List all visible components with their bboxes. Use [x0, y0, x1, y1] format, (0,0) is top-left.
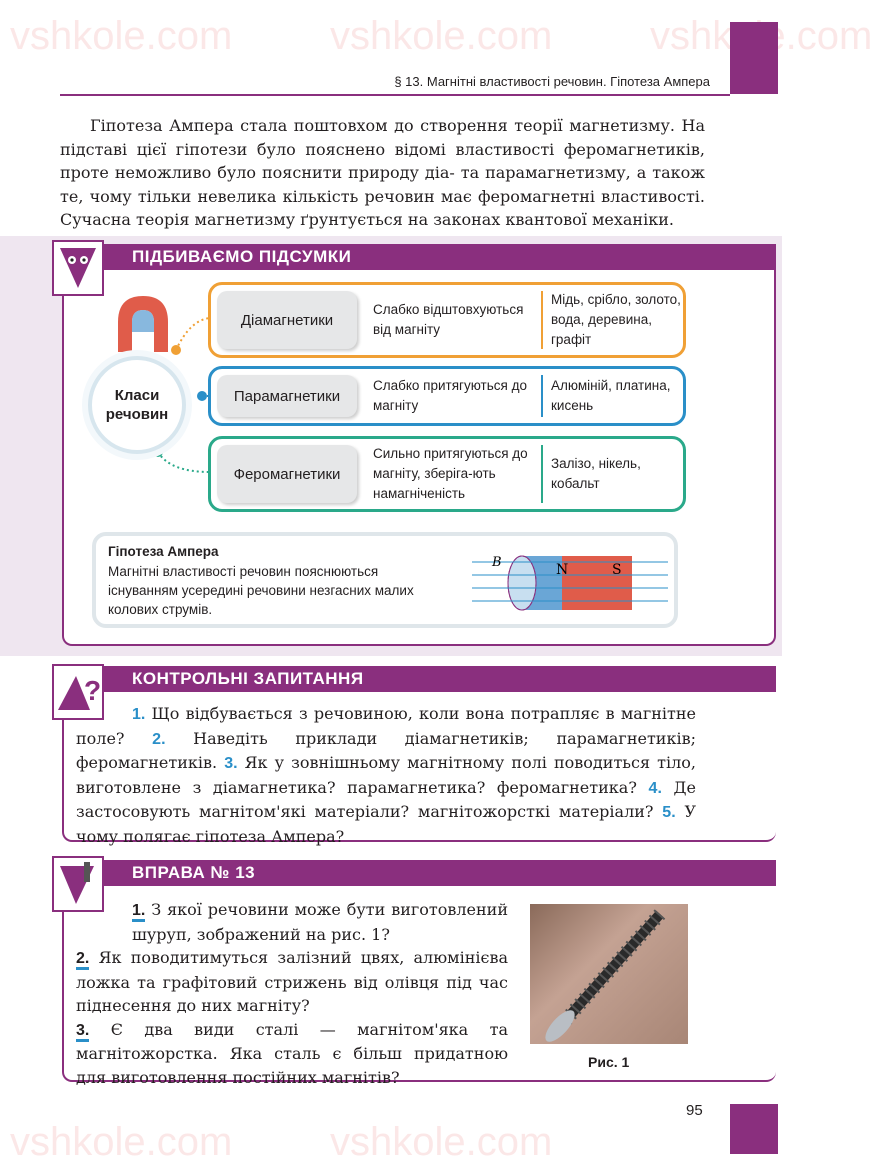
question-number: 5.	[662, 804, 676, 821]
screw-photo	[530, 904, 688, 1044]
question-number: 4.	[648, 779, 662, 797]
corner-tab	[730, 22, 778, 94]
exercise-text	[76, 898, 508, 1089]
mascot-icon	[52, 240, 104, 296]
label-S: S	[612, 562, 622, 578]
exercise-number: 1.	[132, 902, 145, 922]
question-text: У чому полягає гіпотеза Ампера?	[76, 802, 697, 846]
exercise-item-text: Є два види сталі — магнітом'яка та магнітожорстка. Яка сталь є більш придатною для виготовлення постійних магнітів?	[76, 1019, 508, 1087]
question-text: Де застосовують магнітом'які матеріали? магнітожорсткі матеріали?	[76, 777, 696, 821]
class-property: Сильно притягуються до магніту, зберіга-ють намагніченість	[373, 446, 528, 501]
class-row-paramagnetics	[208, 366, 686, 426]
question-text: Як у зовнішньому магнітному полі поводиться тіло, виготовлене з діамагнетика? парамагнетика? феромагнетика?	[76, 753, 696, 797]
questions-title: КОНТРОЛЬНІ ЗАПИТАННЯ	[62, 666, 776, 692]
exercise-title: ВПРАВА № 13	[62, 860, 776, 886]
header-rule	[60, 94, 730, 96]
exercise-number: 2.	[76, 950, 89, 970]
watermark: vshkole.com	[330, 14, 553, 58]
exercise-item	[76, 1018, 508, 1090]
cell-divider	[541, 375, 543, 417]
label-N: N	[556, 562, 569, 578]
svg-text:?: ?	[84, 675, 102, 706]
class-examples: Мідь, срібло, золото, вода, деревина, графіт	[551, 292, 681, 347]
page-number: 95	[686, 1102, 703, 1119]
class-row-diamagnetics	[208, 282, 686, 358]
ampere-title: Гіпотеза Ампера	[108, 544, 219, 559]
footer-tab	[730, 1104, 778, 1154]
ampere-text: Магнітні властивості речовин пояснюються існуванням усередині речовини незгасних малих колових струмів.	[108, 564, 414, 617]
class-row-ferromagnetics	[208, 436, 686, 512]
summary-title: ПІДБИВАЄМО ПІДСУМКИ	[62, 244, 776, 270]
figure-caption: Рис. 1	[588, 1054, 630, 1070]
exercise-item	[76, 946, 508, 1018]
classes-circle: Класи речовин	[88, 356, 186, 454]
exercise-number: 3.	[76, 1022, 89, 1042]
watermark: vshkole.com	[330, 1120, 553, 1164]
class-name: Діамагнетики	[217, 291, 357, 349]
class-examples: Алюміній, платина, кисень	[551, 378, 671, 413]
exercise-item	[76, 898, 508, 946]
question-text: Що відбувається з речовиною, коли вона потрапляє в магнітне поле?	[76, 704, 696, 748]
class-examples: Залізо, нікель, кобальт	[551, 456, 641, 491]
label-B: B	[492, 555, 502, 570]
exercise-item-text: З якої речовини може бути виготовлений шуруп, зображений на рис. 1?	[132, 900, 509, 944]
cell-divider	[541, 445, 543, 503]
watermark: vshkole.com	[10, 14, 233, 58]
question-text: Наведіть приклади діамагнетиків; парамагнетиків; феромагнетиків.	[76, 728, 696, 772]
class-property: Слабко відштовхуються від магніту	[373, 302, 524, 337]
intro-paragraph: Гіпотеза Ампера стала поштовхом до створення теорії магнетизму. На підставі цієї гіпотези було пояснено відомі властивості феромагнетиків, проте неможливо було пояснити природу діа- та парамагнетизму, а також те, чому тільки невелика кількість речовин має феромагнетні властивості. Сучасна теорія магнетизму ґрунтується на законах квантової механіки.	[60, 116, 705, 229]
question-number: 2.	[152, 730, 166, 748]
class-name: Феромагнетики	[217, 445, 357, 503]
questions-text	[76, 702, 696, 848]
ampere-hypothesis-box	[92, 532, 678, 628]
exercise-item-text: Як поводитимуться залізний цвях, алюмінієва ложка та графітовий стрижень від олівця під час піднесення до них магніту?	[76, 948, 508, 1015]
question-number: 3.	[224, 755, 238, 772]
magnet-currents-figure	[472, 542, 672, 622]
watermark: vshkole.com	[10, 1120, 233, 1164]
cell-divider	[541, 291, 543, 349]
class-property: Слабко притягуються до магніту	[373, 378, 527, 413]
question-number: 1.	[132, 706, 146, 723]
running-head: § 13. Магнітні властивості речовин. Гіпотеза Ампера	[394, 74, 710, 89]
class-name: Парамагнетики	[217, 375, 357, 417]
